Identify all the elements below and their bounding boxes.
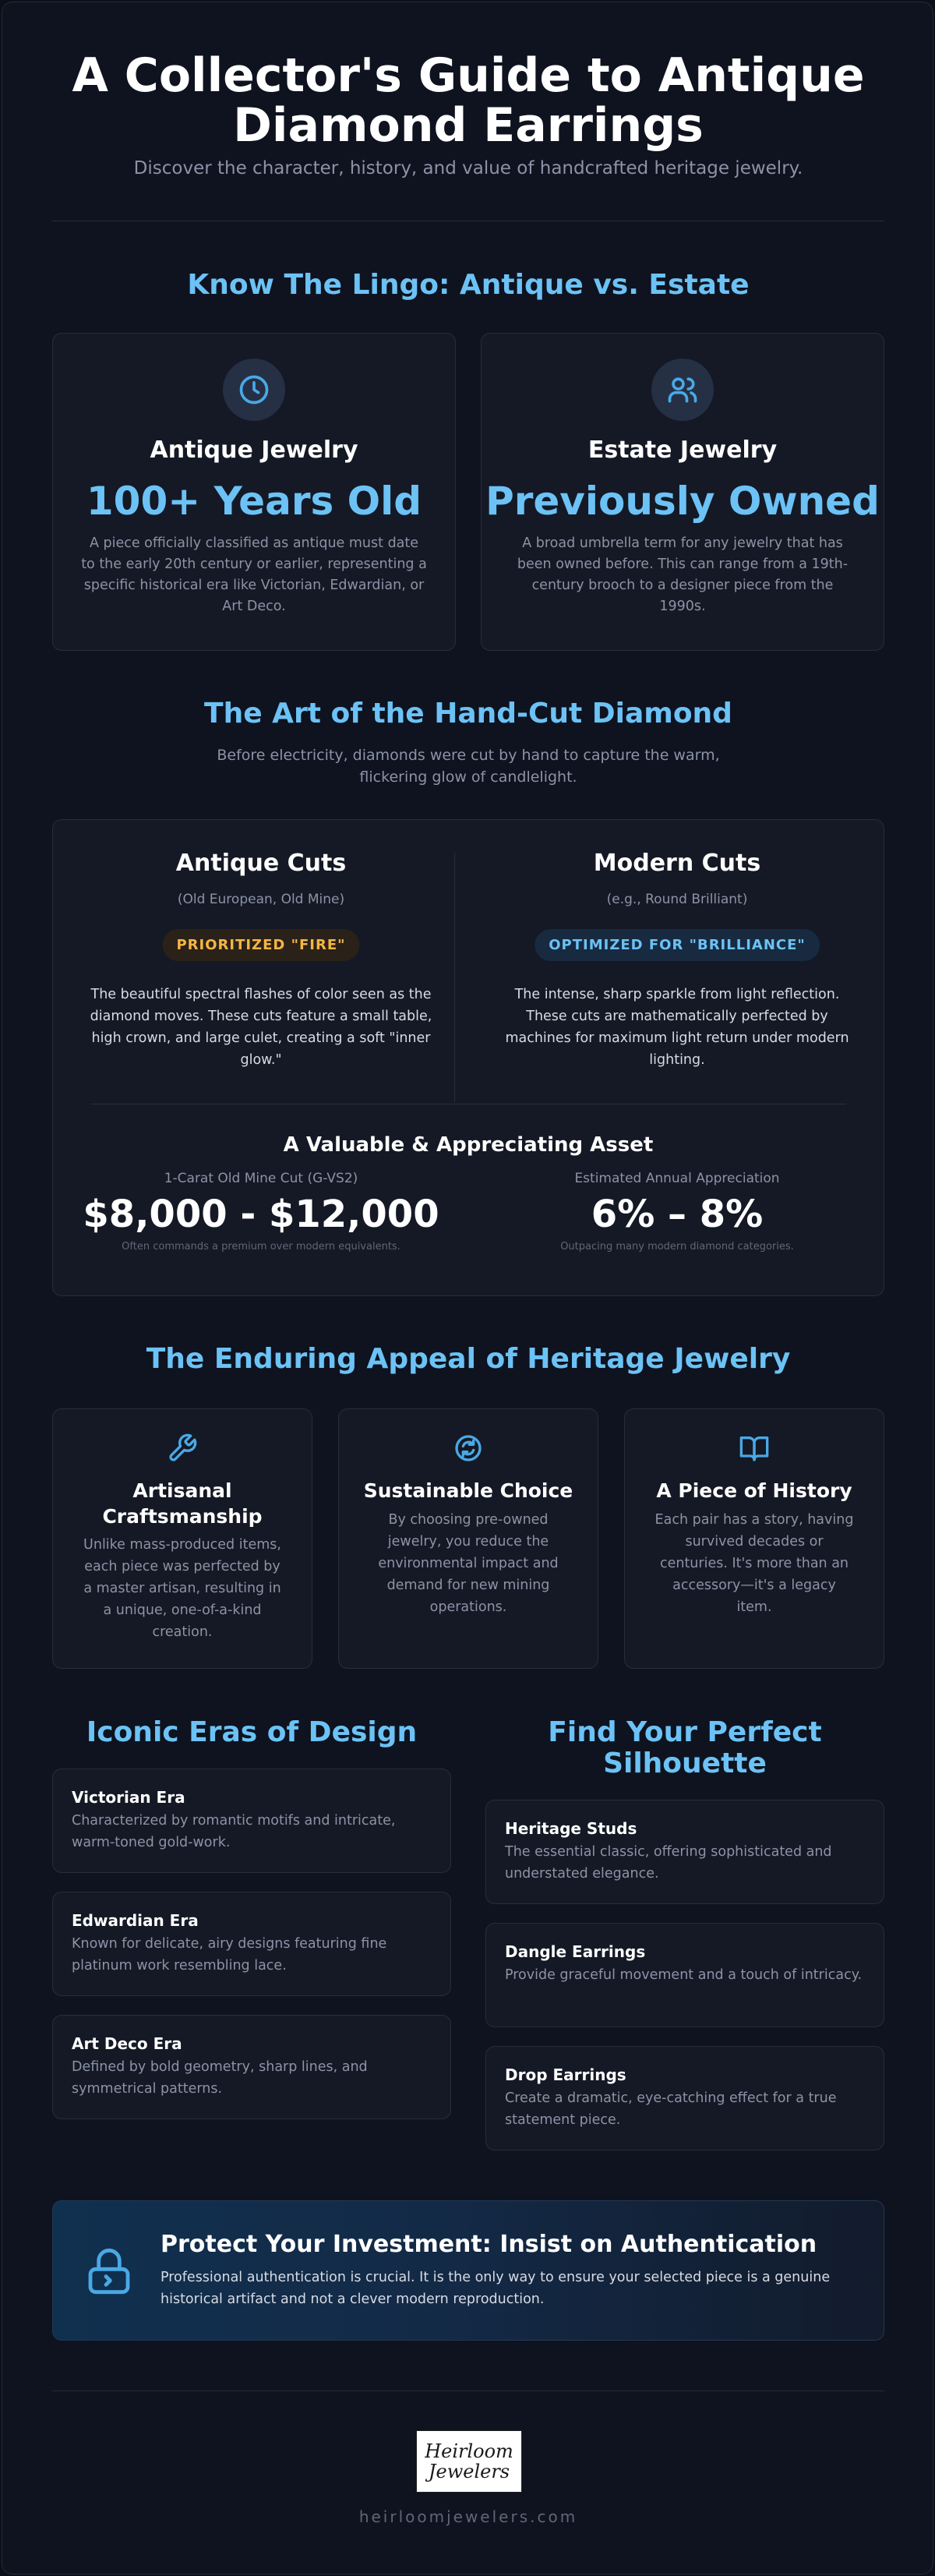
list-item-title: Edwardian Era <box>72 1911 199 1930</box>
title-line-2: Diamond Earrings <box>233 98 704 153</box>
list-item <box>52 1769 451 1873</box>
lingo-section-title: Know The Lingo: Antique vs. Estate <box>187 269 750 301</box>
card-description: Unlike mass-produced items, each piece was perfected by a master artisan, resulting in a unique, one-of-a-kind creation. <box>83 1537 281 1640</box>
list-item <box>485 2046 884 2150</box>
antique-cuts-examples: (Old European, Old Mine) <box>177 892 345 907</box>
card-description: A piece officially classified as antique must date to the early 20th century or earlier, representing a specific historical era like Victorian, Edwardian, or Art Deco. <box>81 535 427 614</box>
wrench-icon <box>167 1433 198 1464</box>
cuts-comparison-card <box>52 819 884 1296</box>
list-item-description: Defined by bold geometry, sharp lines, and symmetrical patterns. <box>72 2059 368 2097</box>
page-title <box>2 48 933 153</box>
card-heading: Sustainable Choice <box>363 1479 573 1502</box>
card-description: A broad umbrella term for any jewelry that has been owned before. This can range from a 19th-century brooch to a designer piece from the 1990s. <box>517 535 849 614</box>
stat-value: $8,000 - $12,000 <box>83 1193 439 1236</box>
book-icon <box>739 1433 770 1464</box>
handcut-section-title: The Art of the Hand-Cut Diamond <box>204 698 732 730</box>
stat-note: Outpacing many modern diamond categories. <box>560 1241 794 1253</box>
stat-label: 1-Carat Old Mine Cut (G-VS2) <box>164 1171 358 1186</box>
card-highlight: 100+ Years Old <box>86 479 422 524</box>
brilliance-badge: OPTIMIZED FOR "BRILLIANCE" <box>535 929 820 961</box>
handcut-subtitle-line-2: flickering glow of candlelight. <box>359 769 577 786</box>
estate-jewelry-card <box>481 333 884 651</box>
card-heading-line-2: Craftsmanship <box>102 1505 263 1528</box>
list-item-description: Create a dramatic, eye-catching effect for a true statement piece. <box>505 2090 837 2128</box>
antique-cuts-heading: Antique Cuts <box>175 850 347 877</box>
stat-value: 6% – 8% <box>591 1193 764 1236</box>
silhouette-title-line-2: Silhouette <box>603 1747 767 1779</box>
card-description: By choosing pre-owned jewelry, you reduce the environmental impact and demand for new mining operations. <box>378 1512 559 1615</box>
card-heading: Estate Jewelry <box>587 436 778 464</box>
modern-cuts-heading: Modern Cuts <box>593 850 761 877</box>
footer-divider <box>52 2390 884 2391</box>
list-item <box>52 2015 451 2119</box>
modern-cuts-description: The intense, sharp sparkle from light reflection. These cuts are mathematically perfected by machines for maximum light return under modern lighting. <box>505 987 849 1068</box>
list-item-title: Art Deco Era <box>72 2034 182 2053</box>
clock-icon <box>223 359 285 421</box>
page-subtitle: Discover the character, history, and value of handcrafted heritage jewelry. <box>133 158 803 178</box>
card-heading: Antique Jewelry <box>150 436 358 464</box>
appeal-section-title: The Enduring Appeal of Heritage Jewelry <box>146 1343 791 1375</box>
asset-title: A Valuable & Appreciating Asset <box>283 1133 654 1157</box>
price-stat <box>53 1171 469 1253</box>
list-item-title: Dangle Earrings <box>505 1942 646 1961</box>
heirloom-jewelers-logo <box>416 2430 522 2493</box>
appreciation-stat <box>469 1171 885 1253</box>
modern-cuts-examples: (e.g., Round Brilliant) <box>606 892 748 907</box>
card-heading-line-1: Artisanal <box>132 1479 232 1502</box>
website-url: heirloomjewelers.com <box>358 2507 578 2526</box>
column-divider <box>454 853 455 1102</box>
recycle-icon <box>453 1433 484 1464</box>
authentication-description: Professional authentication is crucial. It is the only way to ensure your selected piece is a genuine historical artifact and not a clever modern reproduction. <box>161 2270 831 2307</box>
handcut-subtitle <box>2 744 933 788</box>
list-item-description: The essential classic, offering sophisticated and understated elegance. <box>505 1844 832 1882</box>
silhouette-section-title <box>485 1717 884 1779</box>
list-item <box>52 1892 451 1996</box>
card-heading: A Piece of History <box>656 1479 852 1502</box>
authentication-banner <box>52 2200 884 2341</box>
list-item-description: Characterized by romantic motifs and intricate, warm-toned gold-work. <box>72 1813 396 1850</box>
list-item <box>485 1800 884 1904</box>
list-item <box>485 1923 884 2027</box>
infographic-page <box>2 2 933 2574</box>
antique-jewelry-card <box>52 333 456 651</box>
stat-note: Often commands a premium over modern equivalents. <box>122 1241 400 1253</box>
history-card <box>624 1408 884 1669</box>
card-highlight: Previously Owned <box>485 479 880 524</box>
list-item-description: Provide graceful movement and a touch of intricacy. <box>505 1967 863 1983</box>
list-item-title: Heritage Studs <box>505 1819 637 1838</box>
fire-badge: PRIORITIZED "FIRE" <box>162 929 359 961</box>
card-description: Each pair has a story, having survived decades or centuries. It's more than an accessory—it's a legacy item. <box>654 1512 854 1615</box>
eras-section-title: Iconic Eras of Design <box>86 1716 418 1748</box>
card-heading <box>69 1478 296 1529</box>
sustainable-card <box>338 1408 598 1669</box>
title-line-1: A Collector's Guide to Antique <box>72 48 865 103</box>
silhouette-title-line-1: Find Your Perfect <box>548 1716 822 1748</box>
craftsmanship-card <box>52 1408 312 1669</box>
antique-cuts-description: The beautiful spectral flashes of color seen as the diamond moves. These cuts feature a small table, high crown, and large culet, creating a soft "inner glow." <box>90 987 432 1068</box>
list-item-title: Drop Earrings <box>505 2065 626 2084</box>
handcut-subtitle-line-1: Before electricity, diamonds were cut by hand to capture the warm, <box>217 747 720 764</box>
logo-line-2: Jewelers <box>428 2461 510 2482</box>
authentication-title: Protect Your Investment: Insist on Authentication <box>161 2231 817 2258</box>
stat-label: Estimated Annual Appreciation <box>574 1171 780 1186</box>
list-item-description: Known for delicate, airy designs featuring fine platinum work resembling lace. <box>72 1936 387 1974</box>
list-item-title: Victorian Era <box>72 1788 185 1807</box>
users-icon <box>651 359 714 421</box>
logo-line-1: Heirloom <box>425 2440 513 2462</box>
lock-icon <box>84 2246 134 2296</box>
